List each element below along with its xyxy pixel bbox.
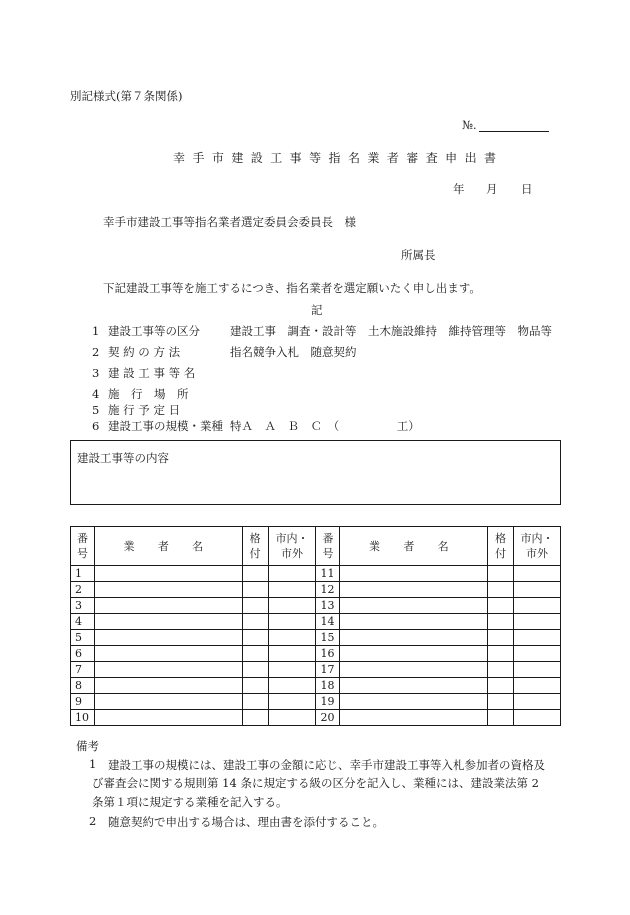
location-cell[interactable] (514, 598, 561, 614)
contractor-table (70, 526, 561, 726)
row-number: 16 (316, 646, 340, 662)
number-blank (479, 119, 549, 132)
contractor-name-cell[interactable] (340, 646, 488, 662)
header-number (316, 527, 340, 566)
header-grade (242, 527, 268, 566)
grade-cell[interactable] (488, 598, 514, 614)
location-cell[interactable] (514, 662, 561, 678)
contractor-name-cell[interactable] (340, 630, 488, 646)
header-location (268, 527, 316, 566)
table-row (71, 710, 561, 726)
row-number: 5 (71, 630, 95, 646)
note-line: 建設工事の規模には、建設工事の金額に応じ、幸手市建設工事等入札参加者の資格及 (108, 758, 545, 772)
row-number: 7 (71, 662, 95, 678)
contractor-name-cell[interactable] (94, 646, 242, 662)
row-number: 8 (71, 678, 95, 694)
table-row (71, 694, 561, 710)
table-row (71, 614, 561, 630)
item-value: 指名競争入札 随意契約 (230, 345, 357, 359)
item-row (92, 344, 357, 360)
grade-cell[interactable] (488, 694, 514, 710)
grade-cell[interactable] (488, 566, 514, 582)
contractor-name-cell[interactable] (94, 694, 242, 710)
row-number: 12 (316, 582, 340, 598)
grade-cell[interactable] (242, 598, 268, 614)
row-number: 14 (316, 614, 340, 630)
location-cell[interactable] (268, 614, 316, 630)
note-line: び審査会に関する規則第 14 条に規定する級の区分を記入し、業種には、建設業法第 2 (92, 776, 539, 790)
item-value: 建設工事 調査・設計等 土木施設維持 維持管理等 物品等 (230, 324, 552, 338)
row-number: 4 (71, 614, 95, 630)
document-title: 幸手市建設工事等指名業者審査申出書 (173, 151, 504, 165)
work-content-title: 建設工事等の内容 (77, 451, 169, 465)
grade-cell[interactable] (242, 678, 268, 694)
item-number: 6 (92, 419, 100, 433)
row-number: 11 (316, 566, 340, 582)
contractor-name-cell[interactable] (340, 598, 488, 614)
item-number: 3 (92, 366, 100, 380)
table-row (71, 630, 561, 646)
location-cell[interactable] (268, 710, 316, 726)
number-field (462, 118, 549, 132)
item-row (92, 323, 552, 339)
item-label: 建設工事の規模・業種 (108, 419, 223, 433)
contractor-name-cell[interactable] (340, 694, 488, 710)
header-grade-text: 格 付 (249, 532, 261, 560)
grade-cell[interactable] (488, 630, 514, 646)
location-cell[interactable] (268, 598, 316, 614)
item-row (92, 402, 230, 418)
header-location-text: 市内・ 市外 (275, 532, 309, 560)
row-number: 2 (71, 582, 95, 598)
contractor-name-cell[interactable] (94, 630, 242, 646)
addressee: 幸手市建設工事等指名業者選定委員会委員長 様 (103, 215, 356, 229)
location-cell[interactable] (514, 582, 561, 598)
row-number: 1 (71, 566, 95, 582)
grade-cell[interactable] (242, 694, 268, 710)
grade-cell[interactable] (488, 646, 514, 662)
location-cell[interactable] (514, 646, 561, 662)
item-number: 1 (92, 324, 100, 338)
grade-cell[interactable] (242, 662, 268, 678)
item-label: 施 行 予 定 日 (108, 403, 181, 417)
note-line: 条第１項に規定する業種を記入する。 (92, 795, 288, 809)
note-number: 2 (89, 814, 97, 828)
contractor-name-cell[interactable] (340, 614, 488, 630)
grade-cell[interactable] (488, 614, 514, 630)
contractor-name-cell[interactable] (94, 566, 242, 582)
location-cell[interactable] (268, 630, 316, 646)
location-cell[interactable] (514, 694, 561, 710)
header-grade (488, 527, 514, 566)
location-cell[interactable] (514, 630, 561, 646)
request-text: 下記建設工事等を施工するにつき、指名業者を選定願いたく申し出ます。 (103, 281, 481, 295)
header-name-text: 業 者 名 (123, 539, 214, 553)
header-location-text: 市内・ 市外 (520, 532, 554, 560)
date-day: 日 (521, 182, 533, 196)
location-cell[interactable] (268, 582, 316, 598)
row-number: 20 (316, 710, 340, 726)
row-number: 13 (316, 598, 340, 614)
header-name-text: 業 者 名 (369, 539, 459, 553)
header-grade-text: 格 付 (495, 532, 507, 560)
note-number: 1 (89, 757, 97, 771)
row-number: 6 (71, 646, 95, 662)
grade-cell[interactable] (488, 678, 514, 694)
item-label: 施 行 場 所 (108, 387, 189, 401)
row-number: 10 (71, 710, 95, 726)
location-cell[interactable] (268, 678, 316, 694)
item-label: 建設工事等の区分 (108, 324, 200, 338)
note-line: 随意契約で申出する場合は、理由書を添付すること。 (108, 815, 384, 829)
row-number: 17 (316, 662, 340, 678)
notes-heading: 備考 (76, 739, 99, 753)
item-number: 4 (92, 387, 100, 401)
grade-cell[interactable] (242, 630, 268, 646)
row-number: 3 (71, 598, 95, 614)
table-row (71, 678, 561, 694)
table-row (71, 582, 561, 598)
grade-cell[interactable] (242, 710, 268, 726)
grade-cell[interactable] (488, 710, 514, 726)
contractor-name-cell[interactable] (94, 710, 242, 726)
contractor-name-cell[interactable] (94, 678, 242, 694)
table-header-row (71, 527, 561, 566)
contractor-name-cell[interactable] (340, 678, 488, 694)
item-row (92, 365, 230, 381)
grade-cell[interactable] (488, 662, 514, 678)
location-cell[interactable] (514, 678, 561, 694)
grade-cell[interactable] (242, 582, 268, 598)
applicant-label: 所属長 (401, 248, 436, 262)
header-name (340, 527, 488, 566)
header-number-text: 番 号 (322, 532, 334, 560)
table-row (71, 646, 561, 662)
grade-cell[interactable] (242, 646, 268, 662)
location-cell[interactable] (514, 566, 561, 582)
contractor-name-cell[interactable] (94, 662, 242, 678)
item-row (92, 418, 420, 434)
item-number: 2 (92, 345, 100, 359)
row-number: 15 (316, 630, 340, 646)
item-row (92, 386, 230, 402)
location-cell[interactable] (514, 614, 561, 630)
row-number: 19 (316, 694, 340, 710)
work-content-box[interactable] (70, 440, 561, 505)
contractor-name-cell[interactable] (340, 566, 488, 582)
item-label: 契 約 の 方 法 (108, 345, 181, 359)
contractor-name-cell[interactable] (340, 710, 488, 726)
contractor-name-cell[interactable] (94, 582, 242, 598)
form-label: 別記様式(第７条関係) (70, 89, 183, 103)
item-label: 建 設 工 事 等 名 (108, 366, 196, 380)
ki-label: 記 (311, 303, 323, 317)
grade-cell[interactable] (488, 582, 514, 598)
number-label: №. (462, 118, 477, 132)
row-number: 9 (71, 694, 95, 710)
date-month: 月 (486, 182, 498, 196)
grade-cell[interactable] (242, 566, 268, 582)
header-number (71, 527, 95, 566)
location-cell[interactable] (268, 694, 316, 710)
item-value: 特Ａ Ａ Ｂ Ｃ （ 工） (230, 419, 420, 433)
location-cell[interactable] (268, 566, 316, 582)
header-number-text: 番 号 (76, 532, 88, 560)
grade-cell[interactable] (242, 614, 268, 630)
item-number: 5 (92, 403, 100, 417)
contractor-name-cell[interactable] (94, 598, 242, 614)
date-year: 年 (453, 182, 465, 196)
contractor-name-cell[interactable] (340, 582, 488, 598)
header-location (514, 527, 561, 566)
contractor-name-cell[interactable] (340, 662, 488, 678)
row-number: 18 (316, 678, 340, 694)
table-row (71, 598, 561, 614)
header-name (94, 527, 242, 566)
table-row (71, 662, 561, 678)
location-cell[interactable] (268, 646, 316, 662)
table-row (71, 566, 561, 582)
location-cell[interactable] (514, 710, 561, 726)
location-cell[interactable] (268, 662, 316, 678)
contractor-name-cell[interactable] (94, 614, 242, 630)
